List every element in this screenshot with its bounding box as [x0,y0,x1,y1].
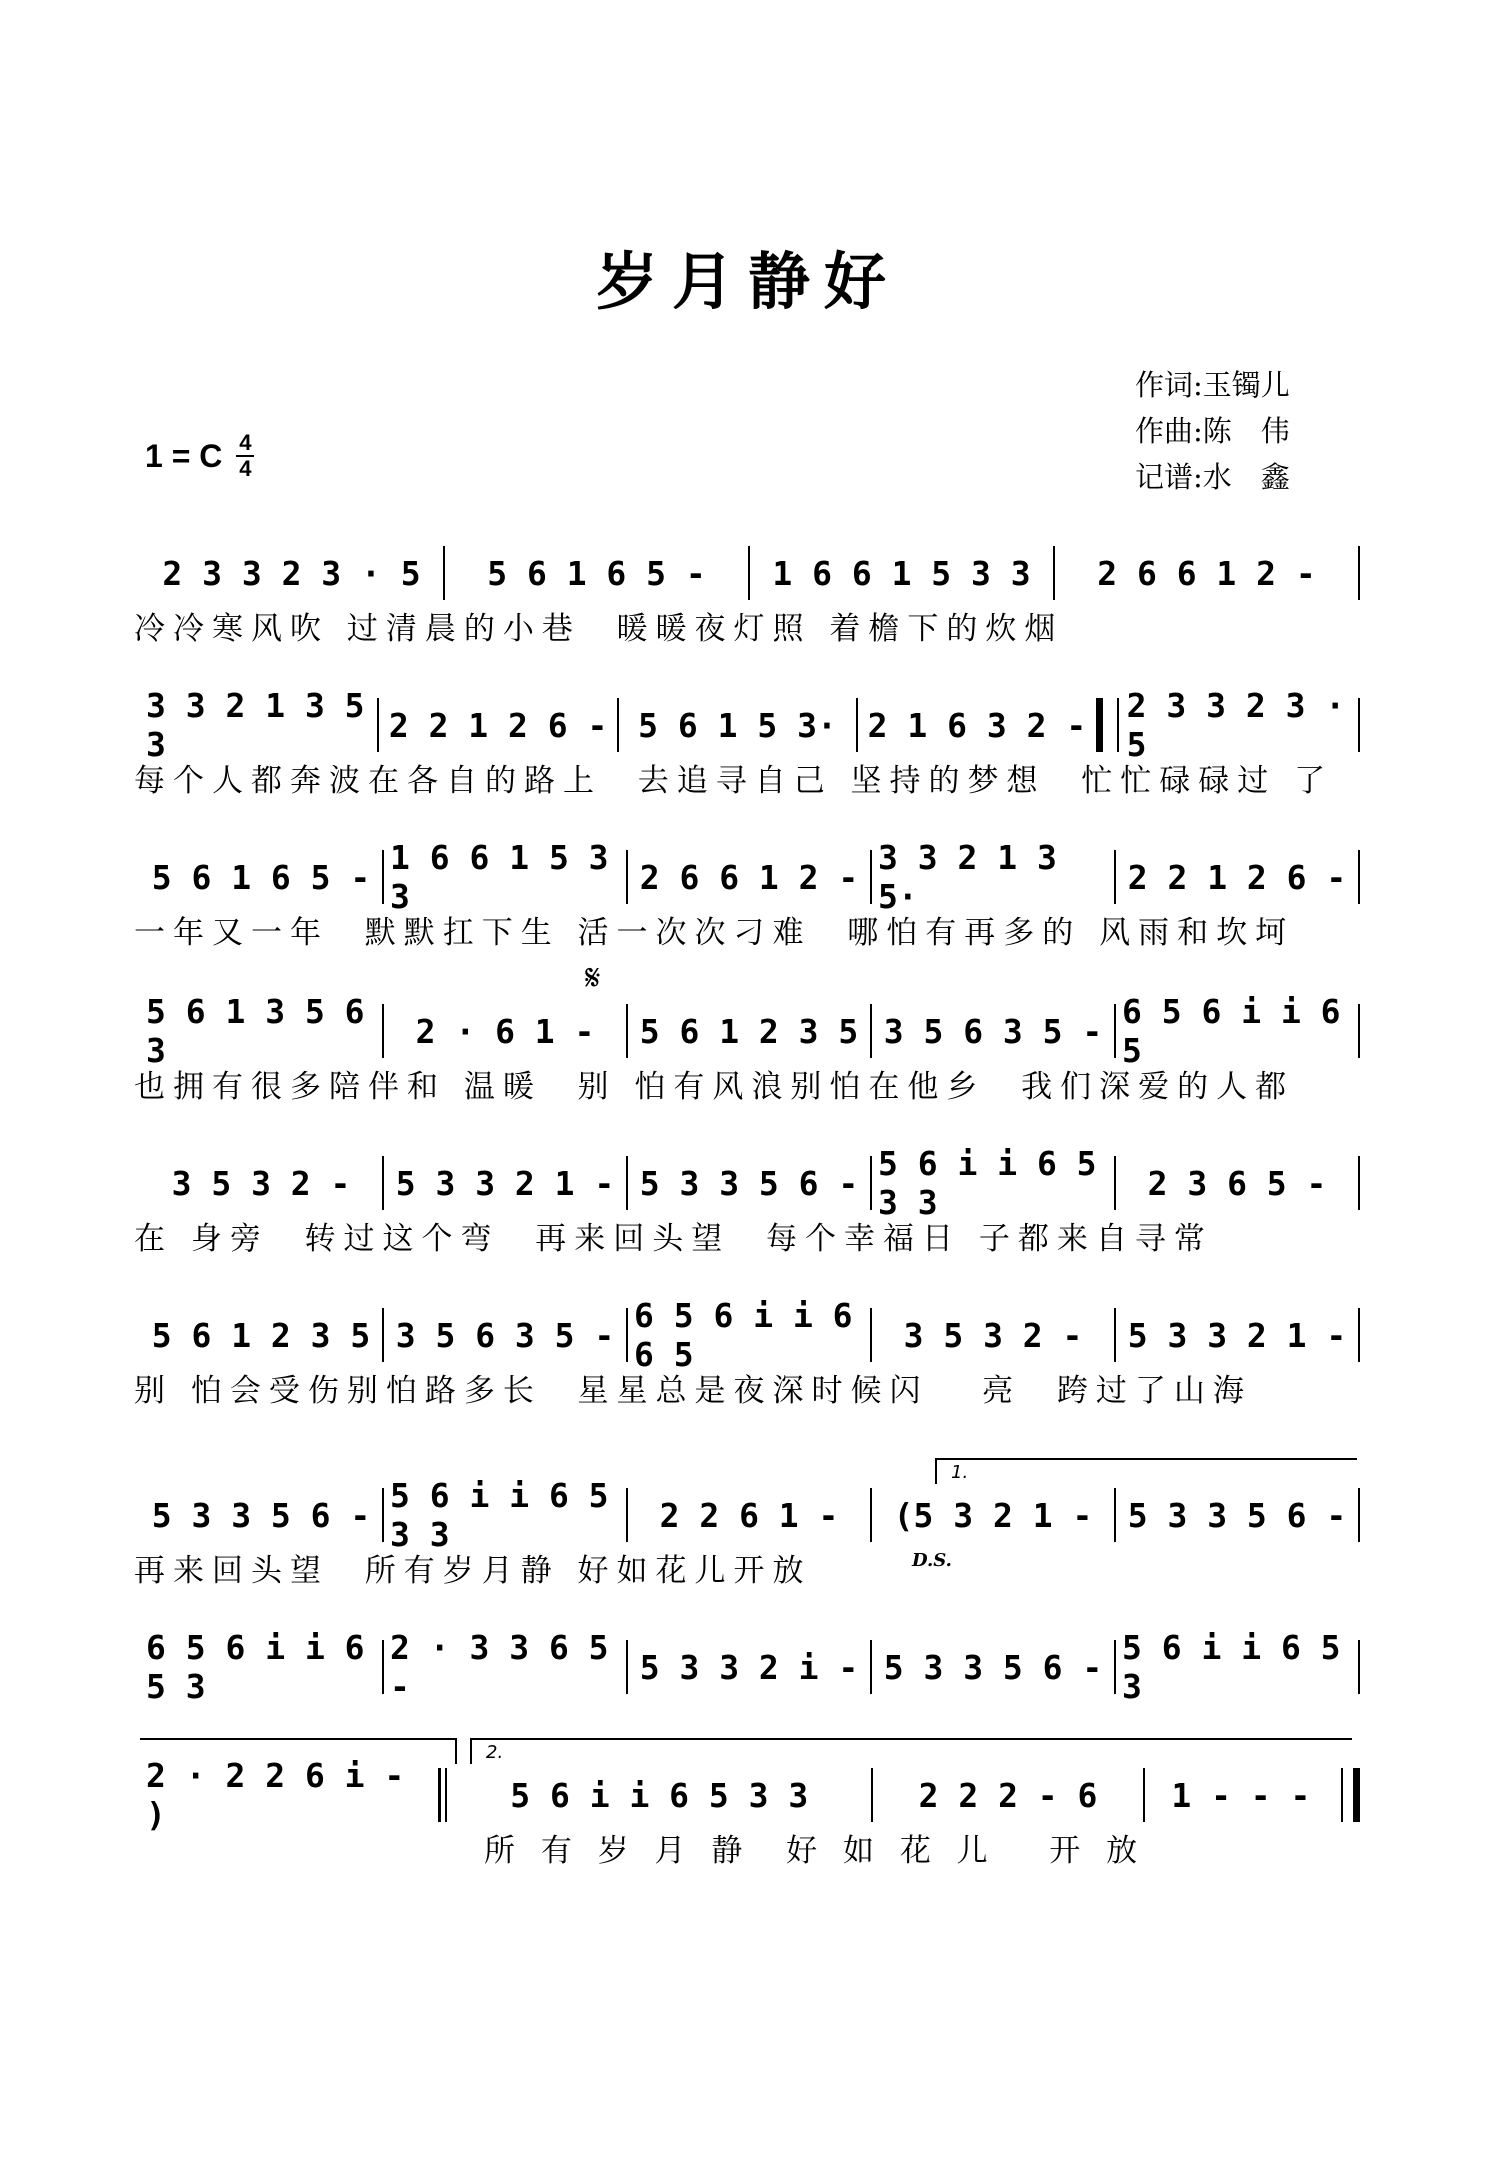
measure: 3 3 2 1 3 5· [878,838,1057,916]
measure: 5 6 1 2 3 5 [151,1315,371,1355]
measure: 2 2 6 1 - [659,1495,839,1535]
key-signature [145,432,254,480]
lyrics-line: 在 身旁 转过这个弯 再来回头望 每个幸福日 子都来自寻常 [134,1221,1213,1257]
measure: 2 · 3 3 6 5 - [390,1628,609,1706]
lyricist-credit: 作词:玉镯儿 [1135,368,1290,402]
measure: 1 6 6 1 5 3 3 [390,838,609,916]
measure: 5 3 3 5 6 - [639,1163,859,1203]
lyrics-line: 每个人都奔波在各自的路上 去追寻自己 坚持的梦想 忙忙碌碌过 了 [134,763,1334,799]
measure: 3 5 3 2 - [903,1315,1083,1355]
final-barline [1341,1768,1360,1822]
song-title: 岁月静好 [595,245,900,318]
score-system-9 [140,1756,1360,1876]
measure: 6 5 6 i i 6 5 3 [146,1628,365,1706]
measure: 3 3 2 1 3 5 3 [146,686,365,764]
lyrics-line: 一年又一年 默默扛下生 活一次次刁难 哪怕有再多的 风雨和坎坷 [134,915,1295,951]
measure: 5 6 i i 6 5 3 [1122,1628,1341,1706]
measure: 5 6 i i 6 5 3 3 [390,1476,609,1554]
measure: 5 6 1 6 5 - [487,553,706,593]
measure: 5 3 3 2 1 - [1127,1315,1347,1355]
score-system-3 [134,838,1360,958]
score-system-7 [134,1476,1360,1596]
measure: 2 2 1 2 6 - [388,705,608,745]
measure: 2 3 3 2 3 · 5 [162,553,421,593]
score-system-4 [134,992,1360,1112]
time-signature: 4 4 [236,432,254,480]
score-system-2 [134,686,1360,806]
measure: 2 · 6 1 - [415,1011,595,1051]
measure: 2 2 2 - 6 [918,1775,1098,1815]
measure: 5 6 i i 6 5 3 3 [878,1144,1097,1222]
measure: 6 5 6 i i 6 6 5 [634,1296,853,1374]
measure: 3 5 3 2 - [171,1163,351,1203]
measure: 3 5 6 3 5 - [395,1315,615,1355]
measure: 5 6 1 5 3· [638,705,837,745]
first-ending-bracket: 1. [935,1458,1357,1484]
measure: 2 · 2 2 6 i - ) [146,1756,405,1834]
composer-credit: 作曲:陈 伟 [1135,414,1290,448]
repeat-start-barline [1096,698,1119,752]
dal-segno-mark: D.S. [912,1550,952,1571]
repeat-end-barline [438,1768,441,1822]
lyrics-line: 也拥有很多陪伴和 温暖 别 怕有风浪别怕在他乡 我们深爱的人都 [134,1069,1295,1105]
measure: 5 3 3 2 i - [639,1647,859,1687]
measure: 5 3 3 5 6 - [1127,1495,1347,1535]
measure: 6 5 6 i i 6 5 [1122,992,1341,1070]
measure: 5 3 3 5 6 - [883,1647,1103,1687]
measure: 2 3 6 5 - [1147,1163,1327,1203]
score-system-5 [134,1144,1360,1264]
transcriber-credit: 记谱:水 鑫 [1135,460,1290,494]
measure: 5 6 1 3 5 6 3 [146,992,365,1070]
score-system-1 [134,542,1360,654]
second-ending-bracket: 2. [470,1738,1352,1764]
measure: (5 3 2 1 - [893,1495,1093,1535]
measure: 5 3 3 2 1 - [395,1163,615,1203]
lyrics-line: 别 怕会受伤别怕路多长 星星总是夜深时候闪 亮 跨过了山海 [134,1373,1252,1409]
score-system-6 [134,1296,1360,1416]
measure: 5 3 3 5 6 - [151,1495,371,1535]
lyrics-line: 冷冷寒风吹 过清晨的小巷 暖暖夜灯照 着檐下的炊烟 [134,611,1064,647]
measure: 2 2 1 2 6 - [1127,857,1347,897]
key-label: 1 = C [145,437,223,474]
measure: 5 6 i i 6 5 3 3 [510,1775,809,1815]
measure: 5 6 1 6 5 - [151,857,371,897]
measure: 5 6 1 2 3 5 [639,1011,859,1051]
measure: 2 1 6 3 2 - [867,705,1087,745]
score-system-8 [140,1628,1360,1748]
measure: 2 6 6 1 2 - [1097,553,1316,593]
measure: 3 5 6 3 5 - [883,1011,1103,1051]
measure: 2 3 3 2 3 · 5 [1126,686,1346,764]
lyrics-line: 再来回头望 所有岁月静 好如花儿开放 [134,1553,812,1589]
lyrics-line: 所 有 岁 月 静 好 如 花 儿 开 放 [484,1833,1146,1869]
measure: 1 6 6 1 5 3 3 [772,553,1031,593]
segno-sign: 𝄋 [585,958,601,999]
measure: 2 6 6 1 2 - [639,857,859,897]
measure: 1 - - - [1171,1775,1311,1815]
credits [1135,362,1475,500]
